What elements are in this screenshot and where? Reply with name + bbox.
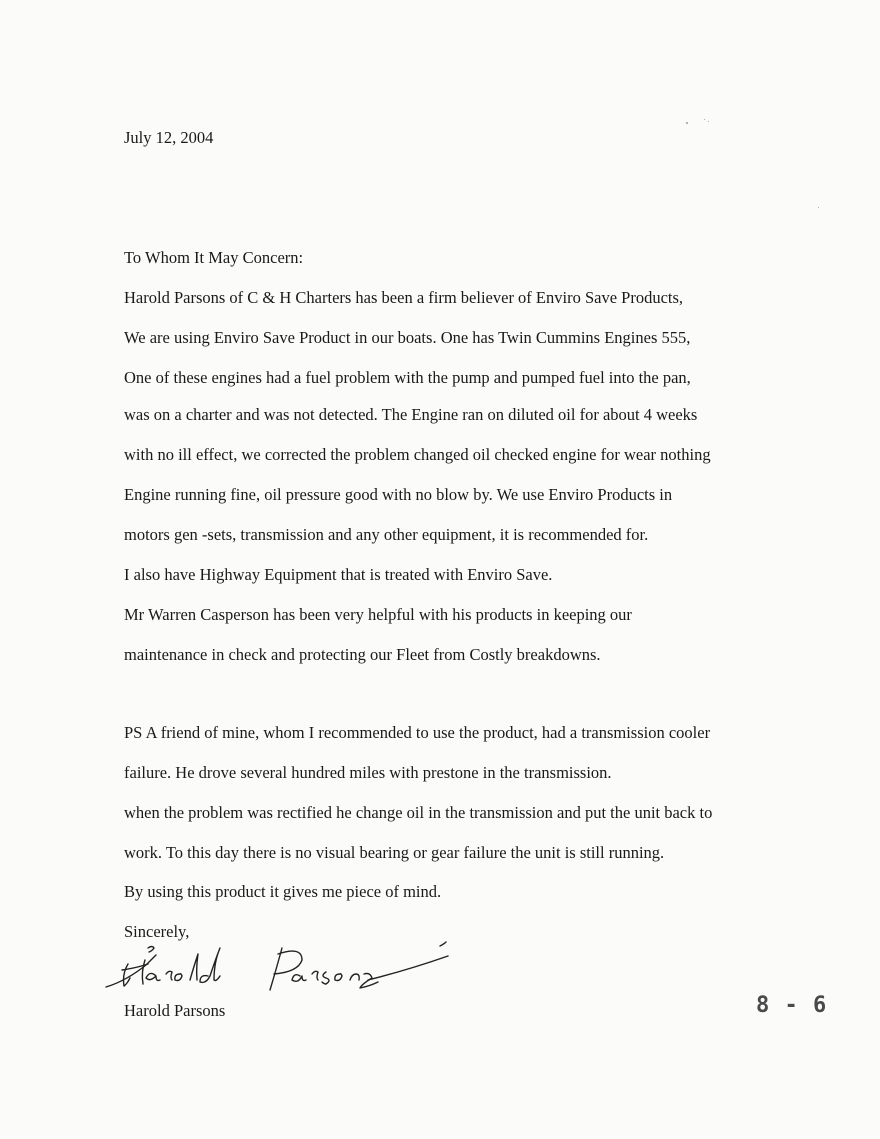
salutation: To Whom It May Concern: (124, 248, 304, 267)
body-line: We are using Enviro Save Product in our boats. One has Twin Cummins Engines 555, (124, 328, 691, 347)
body-line: maintenance in check and protecting our Fleet from Costly breakdowns. (124, 645, 601, 664)
scan-speck (704, 119, 705, 120)
page-number: 8 - 6 (756, 993, 828, 1018)
scan-speck (708, 121, 709, 122)
body-line: Engine running fine, oil pressure good with no blow by. We use Enviro Products in (124, 485, 673, 504)
postscript-line: when the problem was rectified he change oil in the transmission and put the unit back to (124, 803, 713, 822)
body-line: Mr Warren Casperson has been very helpful with his products in keeping our (124, 605, 632, 624)
body-line: motors gen -sets, transmission and any other equipment, it is recommended for. (124, 525, 649, 544)
signer-name: Harold Parsons (124, 1001, 226, 1020)
postscript-line: PS A friend of mine, whom I recommended to use the product, had a transmission cooler (124, 723, 711, 742)
handwritten-signature (100, 930, 460, 1000)
postscript-line: By using this product it gives me piece of mind. (124, 882, 442, 901)
closing: Sincerely, (124, 922, 190, 941)
body-line: with no ill effect, we corrected the problem changed oil checked engine for wear nothing (124, 445, 711, 464)
body-line: I also have Highway Equipment that is treated with Enviro Save. (124, 565, 553, 584)
body-line: One of these engines had a fuel problem with the pump and pumped fuel into the pan, (124, 368, 691, 387)
letter-date: July 12, 2004 (124, 128, 214, 147)
scan-speck (818, 207, 819, 208)
postscript-line: work. To this day there is no visual bearing or gear failure the unit is still running. (124, 843, 665, 862)
body-line: Harold Parsons of C & H Charters has been a firm believer of Enviro Save Products, (124, 288, 684, 307)
scan-speck (686, 122, 688, 124)
body-line: was on a charter and was not detected. The Engine ran on diluted oil for about 4 weeks (124, 405, 698, 424)
postscript-line: failure. He drove several hundred miles with prestone in the transmission. (124, 763, 612, 782)
